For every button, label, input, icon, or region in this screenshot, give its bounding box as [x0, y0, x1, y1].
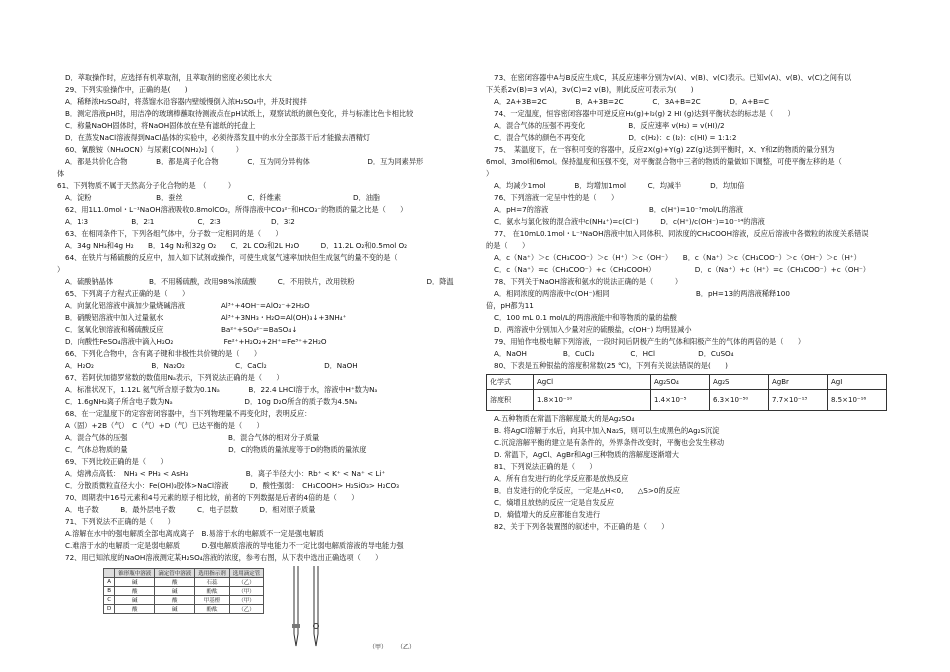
text-line: 66、下列化合物中，含有离子键和非极性共价键的是（ ）	[65, 349, 262, 358]
table-cell: 酚酞	[195, 587, 230, 596]
right-column	[486, 72, 896, 533]
right-question-lines-a	[486, 72, 896, 372]
text-line: 76、下列溶液一定呈中性的是（ ）	[494, 193, 619, 202]
text-line: D．萃取操作时，应选择有机萃取剂，且萃取剂的密度必须比水大	[65, 73, 272, 82]
table-header-cell: 选用滴定管	[229, 569, 264, 578]
text-line: C．气体总物质的量 D．C的物质的量浓度等于D的物质的量浓度	[65, 445, 367, 454]
text-line: A．所有自发进行的化学反应都是放热反应	[494, 474, 629, 483]
table-cell: 8.5×10⁻¹⁶	[828, 390, 887, 411]
table-cell: 碱	[115, 596, 155, 605]
table-cell: C	[104, 596, 115, 605]
text-line: D．在蒸发NaCl溶液得到NaCl晶体的实验中，必须待蒸发皿中的水分全部蒸干后才能撤去酒精灯	[65, 133, 371, 142]
table-cell: （甲）	[229, 587, 264, 596]
text-line: A．相同浓度的两溶液中c(OH⁻)相同 B．pH=13的两溶液稀释100	[494, 289, 790, 298]
text-line: 68、在一定温度下的定容密闭容器中，当下列物理量不再变化时，表明反应：	[65, 409, 312, 418]
table-header-cell: 锥形瓶中溶液	[115, 569, 155, 578]
text-line: 6mol、3mol和6mol。保持温度和压强不变，对平衡混合物中三者的物质的量做如下调整，可使平衡左移的是（	[486, 157, 842, 166]
text-line: 倍，pH都为11	[486, 301, 534, 310]
table-row	[487, 390, 887, 411]
text-line: A．标准状况下，1.12L 氦气所含原子数为0.1Nₐ B．22.4 LHCl溶于水，溶液中H⁺数为Nₐ	[65, 385, 378, 394]
text-line: 81、下列说法正确的是（ ）	[494, 462, 597, 471]
text-line: D．向酸性FeSO₄溶液中滴入H₂O₂ Fe²⁺+H₂O₂+2H⁺=Fe³⁺+2H₂O	[65, 337, 327, 346]
text-line: A．混合气体的压强不再变化 B．反应速率 v(H₂) = v(HI)/2	[494, 121, 725, 130]
table-header-cell: AgI	[828, 375, 887, 390]
ksp-table	[486, 374, 887, 411]
text-line: A．34g NH₃和4g H₂ B．14g N₂和32g O₂ C．2L CO₂和2L H₂O D．11.2L O₂和0.5mol O₂	[65, 241, 408, 250]
text-line: 60、氰酸铵（NH₄OCN）与尿素[CO(NH₂)₂]（ ）	[65, 145, 243, 154]
text-line: 73、在密闭容器中A与B反应生成C，其反应速率分别为v(A)、v(B)、v(C)表示。已知v(A)、v(B)、v(C)之间有以	[494, 73, 852, 82]
table-cell: 1.8×10⁻¹⁰	[534, 390, 651, 411]
table-header-cell: 选用指示剂	[195, 569, 230, 578]
table-cell: 1.4×10⁻⁵	[651, 390, 710, 411]
text-line: C．称量NaOH固体时，将NaOH固体放在垫有滤纸的托盘上	[65, 121, 256, 130]
text-line: A．2A+3B=2C B．A+3B=2C C．3A+B=2C D．A+B=C	[494, 97, 770, 106]
text-line: 72、用已知浓度的NaOH溶液测定某H₂SO₄溶液的浓度，参考右图，从下表中选出正确选项（ ）	[65, 553, 383, 562]
text-line: B．测定溶液pH时，用洁净的玻璃棒蘸取待测液点在pH试纸上，观察试纸的颜色变化，并与标准比色卡相比较	[65, 109, 414, 118]
text-line: C．混合气体的颜色不再变化 D．c(H₂)：c (I₂)：c(HI) = 1:1:2	[494, 133, 737, 142]
text-line: 61、下列物质不属于天然高分子化合物的是 （ ）	[57, 181, 236, 190]
table-cell: 碱	[155, 605, 195, 614]
text-line: D．两溶液中分别加入少量对应的硫酸盐，c(OH⁻) 均明显减小	[494, 325, 692, 334]
text-line: A.溶解在水中的强电解质全部电离成离子 B.易溶于水的电解质不一定是强电解质	[65, 529, 324, 538]
text-line: D. 常温下，AgCl、AgBr和AgI三种物质的溶解度逐渐增大	[494, 450, 679, 459]
text-line: A．稀释浓H₂SO₄时，将蒸馏水沿容器内壁缓慢倒入浓H₂SO₄中，并及时搅拌	[65, 97, 307, 106]
table-cell: 6.3×10⁻⁵⁰	[710, 390, 769, 411]
text-line: C．氨水与氯化铵的混合液中c(NH₄⁺)=c(Cl⁻) D．c(H⁺)/c(OH⁻)=10⁻¹⁴的溶液	[494, 217, 765, 226]
text-line: B．自发进行的化学反应，一定是△H<0, △S>0的反应	[494, 486, 680, 495]
table-cell: （乙）	[229, 578, 264, 587]
text-line: A．硫酸钠晶体 B．不用稀硫酸，改用98%浓硫酸 C．不用铁片，改用铁粉 D．降温	[65, 277, 454, 286]
text-line: C．熵增且放热的反应一定是自发反应	[494, 498, 615, 507]
text-line: A．电子数 B．最外层电子数 C．电子层数 D．相对原子质量	[65, 505, 316, 514]
table-cell: D	[104, 605, 115, 614]
table-cell: （乙）	[229, 605, 264, 614]
text-line: 74、一定温度，恒容密闭容器中可逆反应H₂(g)+I₂(g) 2 HI (g)达到平衡状态的标志是（ ）	[494, 109, 795, 118]
text-line: 体	[57, 169, 65, 178]
text-line: A．NaOH B．CuCl₂ C．HCl D．CuSO₄	[494, 349, 734, 358]
table-cell: 7.7×10⁻¹³	[769, 390, 828, 411]
table-cell: 酸	[155, 596, 195, 605]
table-cell: 酸	[115, 605, 155, 614]
table-cell: 碱	[115, 578, 155, 587]
text-line: C.沉淀溶解平衡的建立是有条件的，外界条件改变时，平衡也会发生移动	[494, 438, 725, 447]
table-cell: 酸	[115, 587, 155, 596]
text-line: A．H₂O₂ B．Na₂O₂ C．CaCl₂ D．NaOH	[65, 361, 358, 370]
text-line: 的是（ ）	[486, 241, 530, 250]
text-line: 63、在相同条件下，下列各组气体中，分子数一定相同的是（ ）	[65, 229, 283, 238]
text-line: 67、若阿伏加德罗常数的数值用Nₐ表示，下列说法正确的是（ ）	[65, 373, 284, 382]
text-line: C.难溶于水的电解质一定是弱电解质 D.强电解质溶液的导电能力不一定比弱电解质溶液的导电能力强	[65, 541, 404, 550]
text-line: A．均减少1mol B．均增加1mol C．均减半 D．均加倍	[494, 181, 745, 190]
text-line: A．都是共价化合物 B．都是离子化合物 C．互为同分异构体 D．互为同素异形	[65, 157, 424, 166]
table-cell: A	[104, 578, 115, 587]
table-cell: 甲基橙	[195, 596, 230, 605]
table-row	[104, 605, 264, 614]
text-line: 77、 在10mL0.1mol・L⁻¹NaOH溶液中加入同体积、同浓度的CH₃COOH溶液，反应后溶液中各微粒的浓度关系错误	[494, 229, 869, 238]
text-line: A．pH=7的溶液 B．c(H⁺)=10⁻⁷mol/L的溶液	[494, 205, 743, 214]
text-line: B．硝酸铝溶液中加入过量氨水 Al³⁺+3NH₃・H₂O=Al(OH)₃↓+3NH₄⁺	[65, 313, 347, 322]
table-header-cell: Ag₂S	[710, 375, 769, 390]
table-row	[104, 587, 264, 596]
burette-label-a: （甲）	[369, 644, 388, 651]
text-line: A．c（Na⁺）＞c（CH₃COO⁻）＞c（H⁺）＞c（OH⁻） B．c（Na⁺）＞c（CH₃COO⁻）＞c（OH⁻）＞c（H⁺）	[494, 253, 861, 262]
text-line: C．分散质微粒直径大小：Fe(OH)₃胶体>NaCl溶液 D．酸性强弱： CH₃COOH> H₂SiO₃> H₂CO₃	[65, 481, 400, 490]
table-cell: 碱	[155, 587, 195, 596]
text-line: A．向氯化铝溶液中滴加少量烧碱溶液 Al³⁺+4OH⁻=AlO₂⁻+2H₂O	[65, 301, 310, 310]
text-line: 29、下列实验操作中，正确的是( )	[65, 85, 188, 94]
table-cell: 酚酞	[195, 605, 230, 614]
text-line: 75、 某温度下，在一容积可变的容器中，反应2X(g)+Y(g) 2Z(g)达到平衡时，X、Y和Z的物质的量分别为	[494, 145, 835, 154]
text-line: A（固）+2B（气） C（气）+D（气）已达平衡的是（ ）	[65, 421, 264, 430]
table-header-cell: 滴定管中溶液	[155, 569, 195, 578]
text-line: D．熵值增大的反应都能自发进行	[494, 510, 601, 519]
text-line: C．c（Na⁺）=c（CH₃COO⁻）+c（CH₃COOH） D．c（Na⁺）+c（H⁺）=c（CH₃COO⁻）+c（OH⁻）	[494, 265, 870, 274]
text-line: 70、周期表中16号元素和4号元素的原子相比较，前者的下列数据是后者的4倍的是（ ）	[65, 493, 359, 502]
text-line: C．氢氧化钡溶液和稀硫酸反应 Ba²⁺+SO₄²⁻=BaSO₄↓	[65, 325, 298, 334]
burette-diagram	[282, 564, 332, 654]
table-header-cell: AgCl	[534, 375, 651, 390]
text-line: 79、用铂作电极电解下列溶液，一段时间后阴极产生的气体和阳极产生的气体的两倍的是（ ）	[494, 337, 806, 346]
table-header-cell: AgBr	[769, 375, 828, 390]
text-line: B. 将AgCl溶解于水后，向其中加入Na₂S，则可以生成黑色的Ag₂S沉淀	[494, 426, 720, 435]
table-row	[104, 596, 264, 605]
table-header-cell: 化学式	[487, 375, 534, 390]
titration-options-table	[103, 568, 264, 614]
text-line: A．熔沸点高低： NH₃ < PH₃ < AsH₃ B．离子半径大小：Rb⁺ < K⁺ < Na⁺ < Li⁺	[65, 469, 386, 478]
table-row	[104, 578, 264, 587]
text-line: 80、下表是五种银盐的溶度积常数(25 ℃)，下列有关说法错误的是( )	[494, 361, 728, 370]
text-line: A．混合气体的压强 B．混合气体的相对分子质量	[65, 433, 320, 442]
text-line: 69、下列比较正确的是（ ）	[65, 457, 168, 466]
text-line: A．淀粉 B．蚕丝 C．纤维素 D．油脂	[65, 193, 381, 202]
text-line: 65、下列离子方程式正确的是（ ）	[65, 289, 190, 298]
text-line: A.五种物质在常温下溶解度最大的是Ag₂SO₄	[494, 414, 635, 423]
table-header-cell	[104, 569, 115, 578]
right-question-lines-b	[486, 413, 896, 533]
burette-label-b: （乙）	[396, 644, 415, 651]
text-line: C．1.6gNH₂离子所含电子数为Nₐ D．10g D₂O所含的质子数为4.5Nₐ	[65, 397, 358, 406]
table-cell: 溶度积	[487, 390, 534, 411]
text-line: A．1∶3 B．2∶1 C．2∶3 D．3∶2	[65, 217, 295, 226]
table-cell: 酸	[155, 578, 195, 587]
table-cell: B	[104, 587, 115, 596]
text-line: 82、关于下列各装置图的叙述中，不正确的是（ ）	[494, 522, 669, 531]
text-line: C．100 mL 0.1 mol/L的两溶液能中和等物质的量的盐酸	[494, 313, 677, 322]
left-column	[57, 72, 467, 652]
table-cell: （甲）	[229, 596, 264, 605]
text-line: ）	[486, 169, 494, 178]
left-question-lines	[57, 72, 467, 564]
text-line: ）	[57, 265, 65, 274]
text-line: 78、下列关于NaOH溶液和氨水的说法正确的是（ ）	[494, 277, 683, 286]
text-line: 71、下列说法不正确的是（ ）	[65, 517, 175, 526]
text-line: 64、在铁片与稀硫酸的反应中，加入如下试剂或操作，可使生成氢气速率加快但生成氢气的量不变的是（	[65, 253, 398, 262]
text-line: 下关系2v(B)=3 v(A)，3v(C)=2 v(B)，则此反应可表示为( )	[486, 85, 694, 94]
table-cell: 石蕊	[195, 578, 230, 587]
table-header-cell: Ag₂SO₄	[651, 375, 710, 390]
text-line: 62、用1L1.0mol・L⁻¹NaOH溶液吸收0.8molCO₂，所得溶液中CO₃²⁻和HCO₃⁻的物质的量之比是（ ）	[65, 205, 408, 214]
